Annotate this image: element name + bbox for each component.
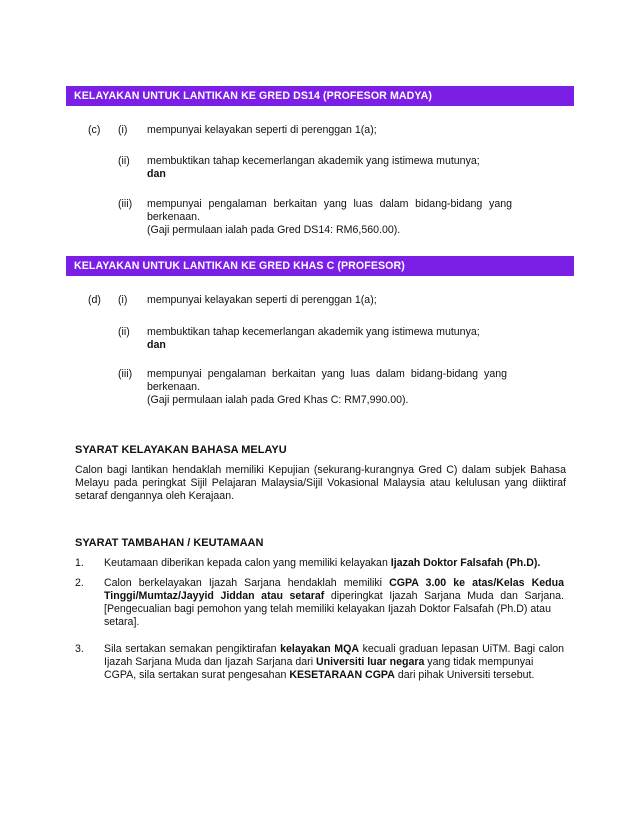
- tambahan-item-3-text: CGPA, sila sertakan surat pengesahan: [104, 669, 290, 681]
- item-dan: dan: [147, 339, 166, 351]
- bahasa-text-line1: Calon bagi lantikan hendaklah memiliki Kepujian (sekurang-kurangnya Gred C) dalam subjek Bahasa: [75, 464, 566, 476]
- tambahan-item-2-line1: [104, 577, 564, 590]
- item-num-i: (i): [118, 294, 128, 306]
- item-text-iii-line2: berkenaan.: [147, 211, 201, 223]
- item-letter-d: (d): [88, 294, 101, 306]
- tambahan-item-3-bold: kelayakan MQA: [280, 643, 360, 655]
- section-header-ds14: KELAYAKAN UNTUK LANTIKAN KE GRED DS14 (PROFESOR MADYA): [66, 86, 574, 106]
- item-text-ii: membuktikan tahap kecemerlangan akademik yang istimewa mutunya;: [147, 155, 480, 167]
- tambahan-item-3-text: kecuali graduan lepasan UiTM. Bagi calon: [359, 643, 564, 655]
- tambahan-item-3-text: Ijazah Sarjana Muda dan Ijazah Sarjana dari: [104, 656, 317, 668]
- tambahan-item-3-line3: [104, 669, 534, 682]
- tambahan-num-1: 1.: [75, 557, 84, 569]
- tambahan-num-3: 3.: [75, 643, 84, 655]
- section-header-khas-c: KELAYAKAN UNTUK LANTIKAN KE GRED KHAS C (PROFESOR): [66, 256, 574, 276]
- tambahan-item-1-text: Keutamaan diberikan kepada calon yang memiliki kelayakan: [104, 557, 391, 569]
- tambahan-item-3-text: dari pihak Universiti tersebut.: [394, 669, 535, 681]
- item-num-i: (i): [118, 124, 128, 136]
- bahasa-text-line2: Melayu pada peringkat Sijil Pelajaran Malaysia/Sijil Vokasional Malaysia atau kelulusan yang diiktiraf: [75, 477, 566, 489]
- tambahan-item-2-bold: Tinggi/Mumtaz/Jayyid Jiddan atau setaraf: [104, 590, 325, 602]
- tambahan-item-3-text: Sila sertakan semakan pengiktirafan: [104, 643, 281, 655]
- salary-note-ds14: (Gaji permulaan ialah pada Gred DS14: RM6,560.00).: [147, 224, 401, 236]
- item-text-iii-line2: berkenaan.: [147, 381, 201, 393]
- bahasa-heading: SYARAT KELAYAKAN BAHASA MELAYU: [75, 444, 287, 456]
- tambahan-item-1: [104, 557, 540, 570]
- tambahan-item-2-line4: setara].: [104, 616, 140, 628]
- tambahan-item-3-bold: Universiti luar negara: [316, 656, 425, 668]
- tambahan-item-1-bold: Ijazah Doktor Falsafah (Ph.D).: [390, 557, 541, 569]
- tambahan-item-2-line3: [Pengecualian bagi pemohon yang telah memiliki kelayakan Ijazah Doktor Falsafah (Ph.D) atau: [104, 603, 551, 615]
- item-letter-c: (c): [88, 124, 101, 136]
- item-num-ii: (ii): [118, 326, 130, 338]
- tambahan-item-2-text: Calon berkelayakan Ijazah Sarjana hendaklah memiliki: [104, 577, 390, 589]
- item-text-ii: membuktikan tahap kecemerlangan akademik yang istimewa mutunya;: [147, 326, 480, 338]
- item-text-iii-line1: mempunyai pengalaman berkaitan yang luas dalam bidang-bidang yang: [147, 198, 512, 210]
- item-num-ii: (ii): [118, 155, 130, 167]
- item-text-i: mempunyai kelayakan seperti di perenggan 1(a);: [147, 294, 377, 306]
- bahasa-text-line3: setaraf dengannya oleh Kerajaan.: [75, 490, 235, 502]
- tambahan-item-2-bold: CGPA 3.00 ke atas/Kelas Kedua: [389, 577, 564, 589]
- item-dan: dan: [147, 168, 166, 180]
- tambahan-item-2-text: diperingkat Ijazah Sarjana Muda dan Sarjana.: [324, 590, 564, 602]
- tambahan-item-3-bold: KESETARAAN CGPA: [289, 669, 395, 681]
- tambahan-item-3-line2: [104, 656, 533, 669]
- item-text-iii-line1: mempunyai pengalaman berkaitan yang luas dalam bidang-bidang yang: [147, 368, 507, 380]
- tambahan-item-3-line1: [104, 643, 564, 656]
- tambahan-heading: SYARAT TAMBAHAN / KEUTAMAAN: [75, 537, 264, 549]
- tambahan-num-2: 2.: [75, 577, 84, 589]
- tambahan-item-2-line2: [104, 590, 564, 603]
- tambahan-item-3-text: yang tidak mempunyai: [424, 656, 534, 668]
- item-num-iii: (iii): [118, 368, 133, 380]
- item-text-i: mempunyai kelayakan seperti di perenggan 1(a);: [147, 124, 377, 136]
- salary-note-khas-c: (Gaji permulaan ialah pada Gred Khas C: RM7,990.00).: [147, 394, 409, 406]
- item-num-iii: (iii): [118, 198, 133, 210]
